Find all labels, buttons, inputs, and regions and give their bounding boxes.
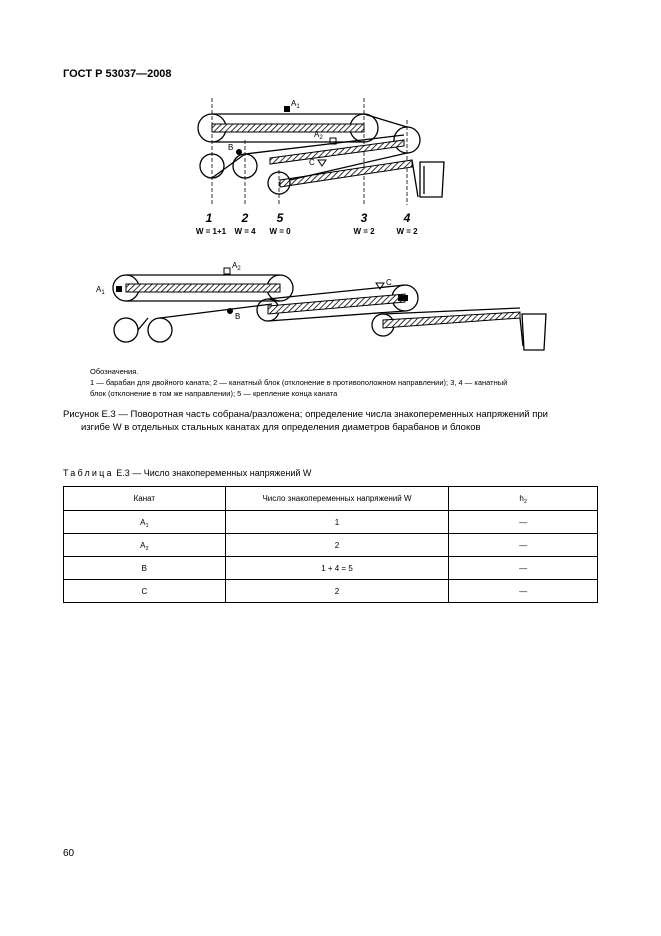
- table-row: [64, 511, 598, 534]
- position-4-number: 4: [403, 211, 411, 225]
- cell-value: 1: [225, 511, 449, 534]
- position-2-number: 2: [241, 211, 249, 225]
- cell-value: 1 + 4 = 5: [225, 557, 449, 580]
- figure-caption: [63, 408, 598, 434]
- label-a2: $A_2$: [314, 130, 323, 141]
- table-caption-title: Е.3 — Число знакопеременных напряжений W: [116, 468, 312, 478]
- cell-h2: —: [449, 580, 598, 603]
- header-h2: $h_2$: [449, 487, 598, 511]
- data-table: [63, 486, 598, 603]
- document-header: ГОСТ Р 53037—2008: [63, 68, 172, 80]
- page-number: 60: [63, 848, 75, 859]
- table-header-row: [64, 487, 598, 511]
- header-rope: Канат: [64, 487, 226, 511]
- legend-line-1: 1 — барабан для двойного каната; 2 — канатный блок (отклонение в противоположном направлении); 3, 4 — канатный: [90, 378, 508, 387]
- position-4-w: W = 2: [396, 227, 418, 236]
- fig2-label-a2: $A_2$: [232, 261, 241, 272]
- header-count: Число знакопеременных напряжений W: [225, 487, 449, 511]
- legend-title: Обозначения.: [90, 367, 139, 376]
- label-b: B: [228, 143, 234, 152]
- cell-value: 2: [225, 534, 449, 557]
- position-5-w: W = 0: [269, 227, 291, 236]
- table-caption-label: Таблица: [63, 468, 114, 478]
- label-a1: $A_1$: [291, 99, 300, 110]
- table-row: [64, 557, 598, 580]
- fig2-label-a1: $A_1$: [96, 285, 105, 296]
- cell-h2: —: [449, 511, 598, 534]
- figure-caption-line-2: изгибе W в отдельных стальных канатах для определения диаметров барабанов и блоков: [81, 422, 481, 433]
- cell-rope: $A_1$: [64, 511, 226, 534]
- fig2-label-b: B: [235, 312, 241, 321]
- fig2-label-c: C: [386, 278, 392, 287]
- position-5-number: 5: [276, 211, 284, 225]
- position-3-number: 3: [360, 211, 368, 225]
- position-3-w: W = 2: [353, 227, 375, 236]
- cell-rope: $A_2$: [64, 534, 226, 557]
- label-c: C: [309, 158, 315, 167]
- position-2-w: W = 4: [234, 227, 256, 236]
- legend-line-2: блок (отклонение в том же направлении); 5 — крепление конца каната: [90, 389, 338, 398]
- position-1-number: 1: [205, 211, 213, 225]
- position-1-w: W = 1+1: [195, 227, 227, 236]
- cell-rope: B: [64, 557, 226, 580]
- table-row: [64, 534, 598, 557]
- cell-rope: C: [64, 580, 226, 603]
- figure-2-diagram: [0, 252, 661, 362]
- figure-caption-line-1: Рисунок Е.3 — Поворотная часть собрана/разложена; определение числа знакопеременных напряжений при: [63, 409, 548, 420]
- cell-h2: —: [449, 557, 598, 580]
- table-caption: [63, 468, 311, 478]
- table-row: [64, 580, 598, 603]
- cell-h2: —: [449, 534, 598, 557]
- cell-value: 2: [225, 580, 449, 603]
